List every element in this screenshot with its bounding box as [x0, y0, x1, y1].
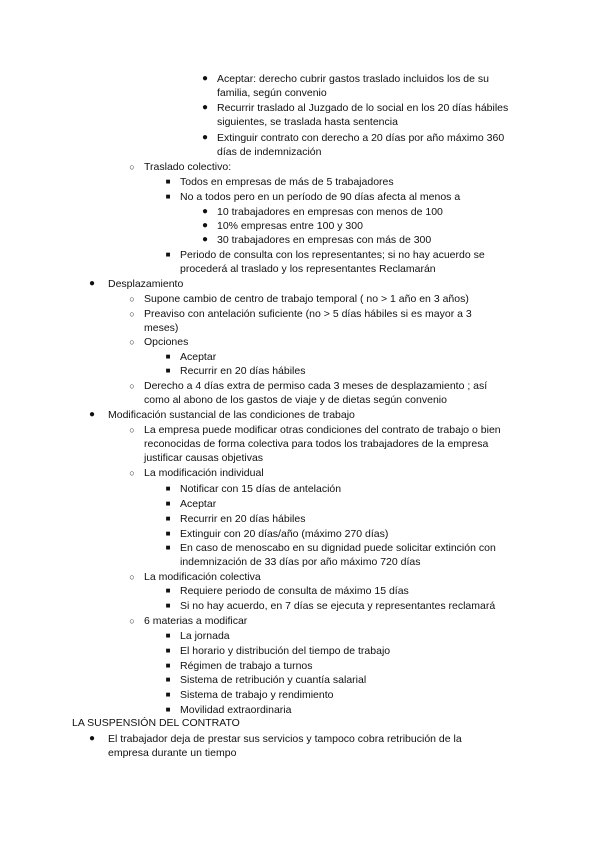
text-line: La modificación colectiva [144, 571, 261, 583]
text-line: justificar causas objetivas [144, 452, 264, 464]
text-line: Preaviso con antelación suficiente (no > 5 días hábiles si es mayor a 3 [144, 308, 472, 320]
bullet-level4: ● [201, 220, 209, 231]
text-line: siguientes, se traslada hasta sentencia [217, 116, 398, 128]
bullet-level2: ○ [129, 162, 135, 172]
bullet-level3: ■ [165, 661, 171, 670]
bullet-level4: ● [201, 132, 209, 143]
text-line: días de indemnización [217, 146, 322, 158]
text-line: Derecho a 4 días extra de permiso cada 3 meses de desplazamiento ; así [144, 380, 488, 392]
text-line: meses) [144, 322, 179, 334]
text-line: Recurrir en 20 días hábiles [180, 513, 306, 525]
text-line: Todos en empresas de más de 5 trabajadores [180, 176, 394, 188]
bullet-level2: ○ [129, 337, 135, 347]
bullet-level3: ■ [165, 586, 171, 595]
bullet-level2: ○ [129, 381, 135, 391]
bullet-level3: ■ [165, 705, 171, 714]
bullet-level2: ○ [129, 468, 135, 478]
bullet-level3: ■ [165, 366, 171, 375]
text-line: La jornada [180, 630, 230, 642]
bullet-level3: ■ [165, 529, 171, 538]
bullet-level1: ● [88, 278, 96, 289]
text-line: Recurrir traslado al Juzgado de lo social en los 20 días hábiles [217, 102, 509, 114]
bullet-level4: ● [201, 73, 209, 84]
text-line: La modificación individual [144, 467, 264, 479]
text-line: 10% empresas entre 100 y 300 [217, 220, 363, 232]
text-line: Opciones [144, 336, 189, 348]
bullet-level3: ■ [165, 543, 171, 552]
text-line: 6 materias a modificar [144, 615, 248, 627]
bullet-level2: ○ [129, 572, 135, 582]
bullet-level4: ● [201, 206, 209, 217]
text-line: Sistema de retribución y cuantía salarial [180, 674, 367, 686]
text-line: Notificar con 15 días de antelación [180, 483, 342, 495]
text-line: Sistema de trabajo y rendimiento [180, 689, 334, 701]
text-line: Aceptar [180, 498, 217, 510]
text-line: procederá al traslado y los representantes Reclamarán [180, 263, 436, 275]
bullet-level3: ■ [165, 631, 171, 640]
bullet-level3: ■ [165, 177, 171, 186]
bullet-level3: ■ [165, 250, 171, 259]
text-line: No a todos pero en un período de 90 días afecta al menos a [180, 191, 461, 203]
bullet-level3: ■ [165, 499, 171, 508]
text-line: Extinguir contrato con derecho a 20 días por año máximo 360 [217, 132, 505, 144]
text-line: Régimen de trabajo a turnos [180, 660, 313, 672]
text-line: 30 trabajadores en empresas con más de 300 [217, 234, 432, 246]
text-line: Desplazamiento [108, 278, 184, 290]
text-line: empresa durante un tiempo [108, 747, 237, 759]
bullet-level3: ■ [165, 646, 171, 655]
bullet-level3: ■ [165, 352, 171, 361]
bullet-level3: ■ [165, 601, 171, 610]
text-line: En caso de menoscabo en su dignidad puede solicitar extinción con [180, 542, 496, 554]
text-line: Traslado colectivo: [144, 161, 232, 173]
text-line: El trabajador deja de prestar sus servicios y tampoco cobra retribución de la [108, 733, 462, 745]
bullet-level2: ○ [129, 616, 135, 626]
text-line: indemnización de 33 días por año máximo 720 días [180, 556, 421, 568]
text-line: Extinguir con 20 días/año (máximo 270 días) [180, 528, 389, 540]
text-line: familia, según convenio [217, 87, 327, 99]
text-line: 10 trabajadores en empresas con menos de 100 [217, 206, 443, 218]
bullet-level3: ■ [165, 192, 171, 201]
text-line: Periodo de consulta con los representantes; si no hay acuerdo se [180, 249, 485, 261]
bullet-level3: ■ [165, 690, 171, 699]
text-line: La empresa puede modificar otras condiciones del contrato de trabajo o bien [144, 424, 501, 436]
text-line: Supone cambio de centro de trabajo temporal ( no > 1 año en 3 años) [144, 293, 469, 305]
bullet-level3: ■ [165, 514, 171, 523]
text-line: Si no hay acuerdo, en 7 días se ejecuta y representantes reclamará [180, 600, 496, 612]
text-line: Recurrir en 20 días hábiles [180, 365, 306, 377]
bullet-level3: ■ [165, 484, 171, 493]
section-heading: LA SUSPENSIÓN DEL CONTRATO [72, 717, 240, 729]
bullet-level2: ○ [129, 309, 135, 319]
bullet-level1: ● [88, 409, 96, 420]
text-line: Aceptar [180, 351, 217, 363]
text-line: Modificación sustancial de las condiciones de trabajo [108, 409, 355, 421]
text-line: Movilidad extraordinaria [180, 704, 292, 716]
text-line: como al abono de los gastos de viaje y de dietas según convenio [144, 394, 447, 406]
text-line: El horario y distribución del tiempo de trabajo [180, 645, 391, 657]
bullet-level2: ○ [129, 294, 135, 304]
bullet-level3: ■ [165, 675, 171, 684]
bullet-level1: ● [88, 733, 96, 744]
bullet-level4: ● [201, 234, 209, 245]
bullet-level4: ● [201, 102, 209, 113]
text-line: reconocidas de forma colectiva para todos los trabajadores de la empresa [144, 438, 489, 450]
bullet-level2: ○ [129, 425, 135, 435]
text-line: Aceptar: derecho cubrir gastos traslado incluidos los de su [217, 73, 489, 85]
text-line: Requiere periodo de consulta de máximo 15 días [180, 585, 409, 597]
